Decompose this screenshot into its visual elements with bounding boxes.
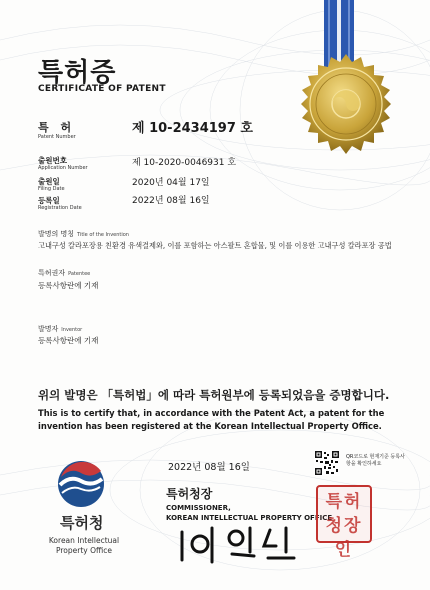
patent-number-label-en: Patent Number — [38, 134, 76, 140]
invention-title-label: 발명의 명칭 Title of the Invention — [38, 230, 129, 238]
registration-date-label: 등록일 — [38, 196, 60, 205]
patent-number-label: 특 허 — [38, 121, 76, 134]
commissioner-title-en: COMMISSIONER, KOREAN INTELLECTUAL PROPERTY OFFICE — [166, 504, 333, 522]
registration-date-label-en: Registration Date — [38, 205, 82, 211]
certification-statement-ko: 위의 발명은 「특허법」에 따라 특허원부에 등록되었음을 증명합니다. — [38, 388, 390, 402]
commissioner-title: 특허청장 — [166, 487, 213, 501]
patent-number-value: 제 10-2434197 호 — [132, 121, 253, 136]
patentee-value: 등록사항란에 기재 — [38, 281, 99, 290]
filing-date-value: 2020년 04월 17일 — [132, 178, 210, 188]
gold-seal — [294, 52, 398, 156]
filing-date-label: 출원일 — [38, 177, 60, 186]
kipo-logo-icon — [56, 459, 106, 509]
commissioner-signature — [168, 522, 308, 566]
inventor-value: 등록사항란에 기재 — [38, 336, 99, 345]
official-stamp-text: 특허청장인 — [325, 492, 363, 560]
certificate-title: 특허증 — [38, 58, 117, 88]
invention-title-value: 고내구성 칼라포장용 친환경 유색결제와, 이를 포함하는 아스팔트 혼합물, 및 이를 이용한 고내구성 칼라포장 공법 — [38, 241, 392, 250]
filing-date-label-en: Filing Date — [38, 186, 65, 192]
registration-date-value: 2022년 08월 16일 — [132, 196, 210, 206]
kipo-name: 특허청 — [60, 514, 104, 532]
kipo-name-en: Korean Intellectual Property Office — [48, 536, 120, 555]
issue-date: 2022년 08월 16일 — [168, 462, 250, 473]
certification-statement-en: This is to certify that, in accordance with the Patent Act, a patent for the invention has been registered at the Korean Intellectual Property Office. — [38, 408, 385, 431]
inventor-label: 발명자 Inventor — [38, 325, 83, 333]
certificate-title-en: CERTIFICATE OF PATENT — [38, 84, 166, 94]
application-number-label-en: Application Number — [38, 165, 88, 171]
qr-code[interactable] — [314, 450, 340, 476]
qr-note: QR코드로 현재기준 등록사항을 확인하세요 — [346, 454, 405, 467]
patentee-label: 특허권자 Patentee — [38, 269, 91, 277]
application-number-value: 제 10-2020-0046931 호 — [132, 158, 237, 168]
application-number-label: 출원번호 — [38, 156, 67, 165]
